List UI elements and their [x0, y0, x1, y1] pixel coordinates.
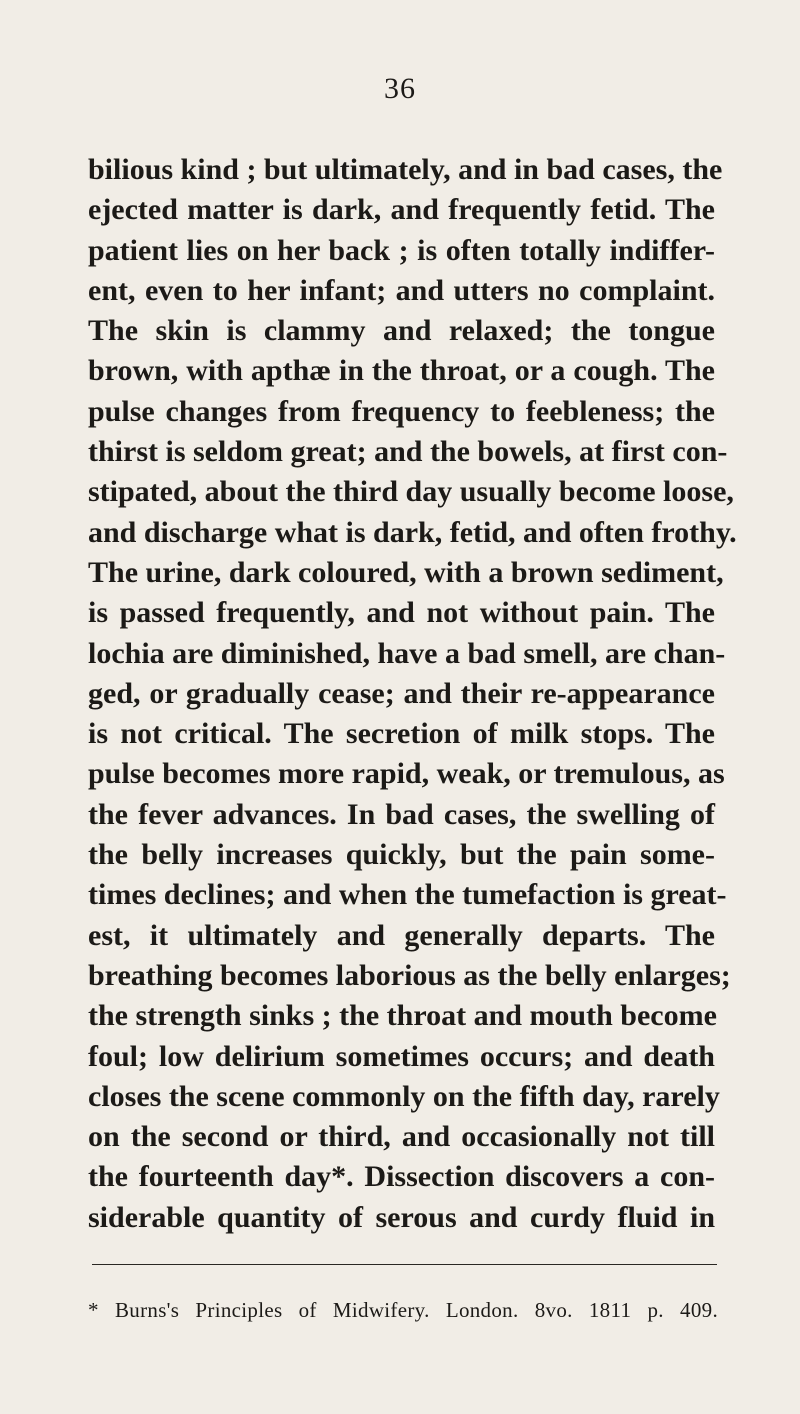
text-line: the belly increases quickly, but the pain some-: [88, 838, 715, 872]
text-line: pulse changes from frequency to feebleness; the: [88, 394, 715, 428]
text-line: ent, even to her infant; and utters no complaint.: [88, 273, 715, 307]
text-line: and discharge what is dark, fetid, and often frothy.: [88, 515, 737, 549]
text-line: siderable quantity of serous and curdy fluid in: [88, 1200, 715, 1234]
text-line: breathing becomes laborious as the belly enlarges;: [88, 958, 731, 992]
text-line: pulse becomes more rapid, weak, or tremulous, as: [88, 757, 725, 791]
text-line: the fever advances. In bad cases, the swelling of: [88, 797, 715, 831]
text-line: The urine, dark coloured, with a brown sediment,: [88, 555, 724, 589]
footnote: * Burns's Principles of Midwifery. London. 8vo. 1811 p. 409.: [88, 1298, 718, 1322]
footnote-divider: [92, 1264, 717, 1265]
text-line: brown, with apthæ in the throat, or a cough. The: [88, 354, 715, 388]
text-line: thirst is seldom great; and the bowels, at first con-: [88, 435, 728, 469]
text-line: on the second or third, and occasionally not till: [88, 1120, 715, 1154]
text-line: closes the scene commonly on the fifth day, rarely: [88, 1079, 720, 1113]
text-line: times declines; and when the tumefaction is great-: [88, 878, 727, 912]
body-text: [88, 150, 737, 1238]
text-line: the strength sinks ; the throat and mouth become: [88, 999, 717, 1033]
text-line: ged, or gradually cease; and their re-appearance: [88, 676, 715, 710]
text-line: lochia are diminished, have a bad smell, are chan-: [88, 636, 726, 670]
text-line: ejected matter is dark, and frequently fetid. The: [88, 193, 715, 227]
text-line: stipated, about the third day usually become loose,: [88, 475, 734, 509]
page-number: 36: [384, 72, 416, 105]
text-line: foul; low delirium sometimes occurs; and death: [88, 1039, 715, 1073]
text-line: is not critical. The secretion of milk stops. The: [88, 717, 715, 751]
text-line: The skin is clammy and relaxed; the tongue: [88, 314, 715, 348]
text-line: is passed frequently, and not without pain. The: [88, 596, 715, 630]
text-line: the fourteenth day*. Dissection discovers a con-: [88, 1160, 715, 1194]
text-line: bilious kind ; but ultimately, and in bad cases, the: [88, 153, 723, 186]
text-line: patient lies on her back ; is often totally indiffer-: [88, 233, 715, 267]
text-line: est, it ultimately and generally departs. The: [88, 918, 715, 952]
